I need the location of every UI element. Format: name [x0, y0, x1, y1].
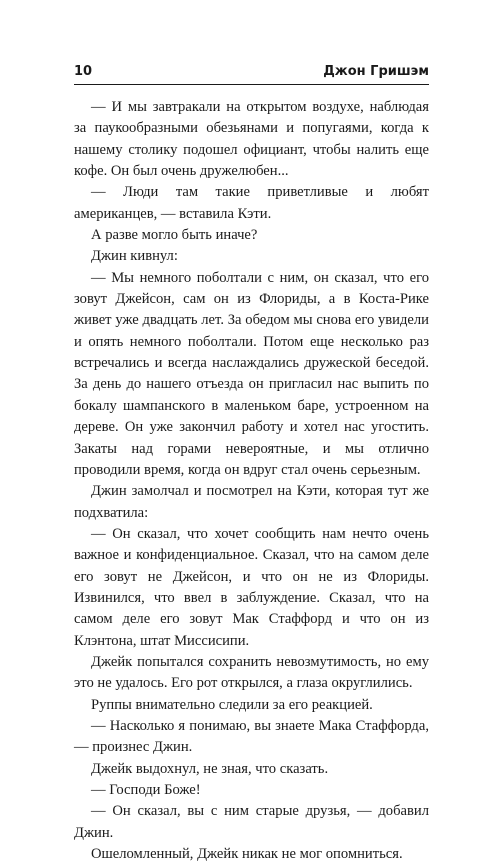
paragraph: — Он сказал, вы с ним старые друзья, — добавил Джин. — [74, 803, 429, 841]
page-number: 10 — [74, 64, 93, 79]
paragraph: — Люди там такие приветливые и любят американцев, — вставила Кэти. — [74, 184, 429, 222]
paragraph: — Мы немного поболтали с ним, он сказал, что его зовут Джейсон, сам он из Флориды, а в Коста-Рике живет уже двадцать лет. За обедом мы снова его увидели и опять немного поболтали. Потом еще несколько раз встречались и всегда наслаждались дружеской беседой. За день до нашего отъезда он пригласил нас выпить по бокалу шампанского в маленьком баре, устроенном на дереве. Он уже закончил работу и хотел нас угостить. Закаты над горами невероятные, и мы отлично проводили время, когда он вдруг стал очень серьезным. — [74, 269, 429, 478]
paragraph: — Господи Боже! — [91, 782, 201, 798]
page-header — [74, 64, 429, 82]
paragraph: Джин кивнул: — [91, 248, 178, 265]
paragraph: Ошеломленный, Джейк никак не мог опомниться. — [91, 846, 403, 863]
paragraph: — И мы завтракали на открытом воздухе, наблюдая за паукообразными обезьянами и попугаями, когда к нашему столику подошел официант, чтобы налить еще кофе. Он был очень дружелюбен... — [74, 99, 429, 180]
page-text — [74, 97, 429, 865]
paragraph: Джейк попытался сохранить невозмутимость, но ему это не удалось. Его рот открылся, а глаза округлились. — [74, 653, 429, 692]
paragraph: Джин замолчал и посмотрел на Кэти, которая тут же подхватила: — [74, 483, 429, 521]
running-head-author: Джон Гришэм — [323, 64, 429, 79]
paragraph: — Он сказал, что хочет сообщить нам нечто очень важное и конфиденциальное. Сказал, что на самом деле его зовут не Джейсон, и что он не из Флориды. Извинился, что ввел в заблуждение. Сказал, что на самом деле его зовут Мак Стаффорд и что он из Клэнтона, штат Миссисипи. — [74, 525, 429, 649]
paragraph: А разве могло быть иначе? — [91, 227, 258, 244]
paragraph: — Насколько я понимаю, вы знаете Мака Стаффорда, — произнес Джин. — [74, 717, 429, 756]
paragraph: Руппы внимательно следили за его реакцией. — [91, 696, 373, 713]
paragraph: Джейк выдохнул, не зная, что сказать. — [91, 760, 329, 777]
header-rule — [74, 84, 429, 85]
